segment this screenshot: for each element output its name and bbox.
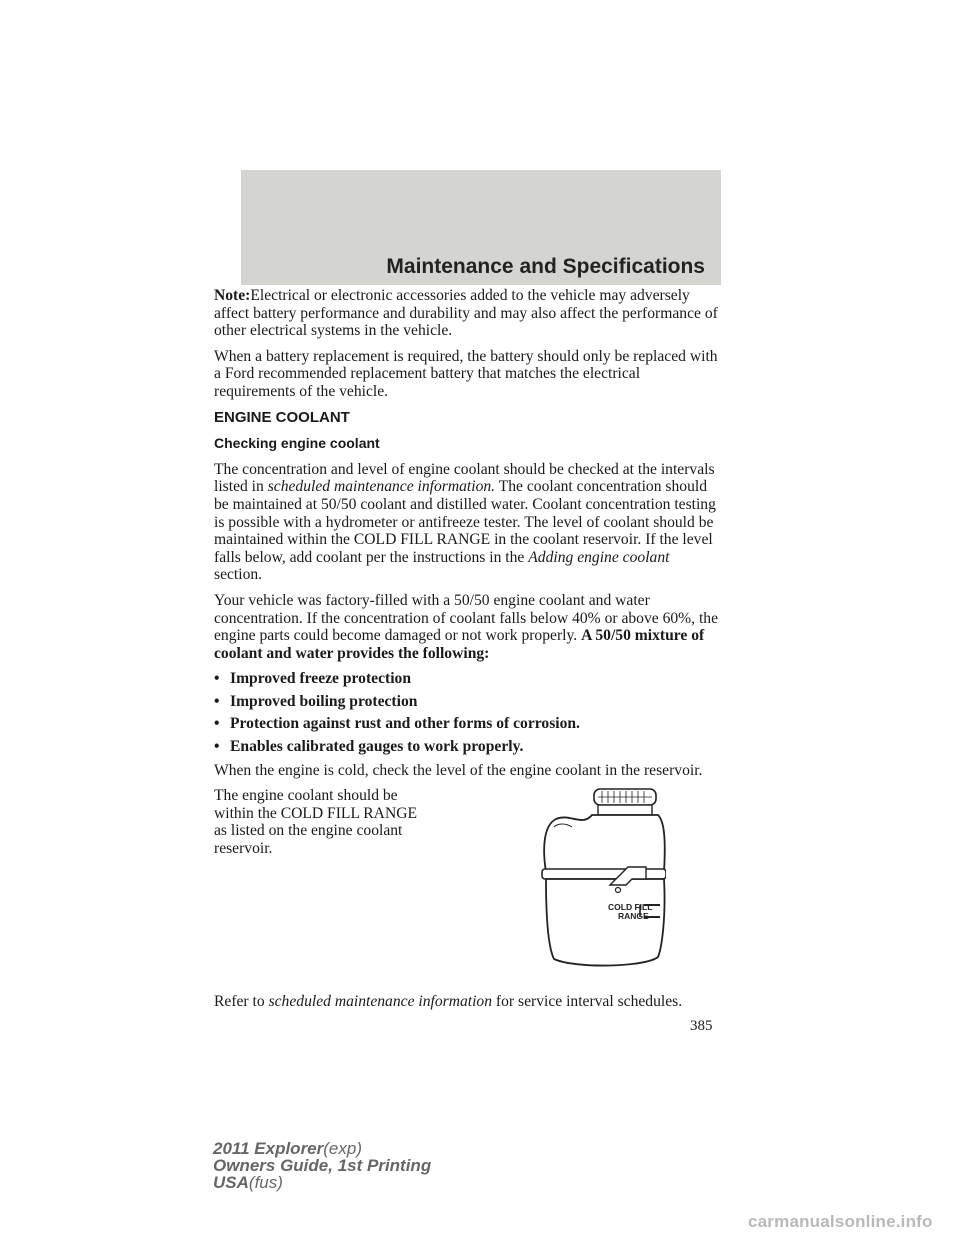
list-item — [214, 693, 720, 711]
site-watermark: carmanualsonline.info — [748, 1212, 933, 1231]
footer-model: 2011 Explorer — [213, 1139, 324, 1158]
footer-market: USA — [213, 1173, 249, 1192]
note-label: Note: — [214, 287, 251, 304]
refer-text-1: Refer to — [214, 993, 269, 1011]
coolant-figure-row — [214, 787, 720, 987]
cross-reference-adding-coolant: Adding engine coolant — [528, 548, 670, 566]
within-range-paragraph: The engine coolant should be within the COLD FILL RANGE as listed on the engine coolant reservoir. — [214, 787, 417, 858]
list-item-text: Enables calibrated gauges to work properly. — [230, 738, 524, 756]
print-footer — [213, 1140, 431, 1191]
factory-fill-text: Your vehicle was factory-filled with a 50/50 engine coolant and water concentration. If the concentration of coolant falls below 40% or above 60%, the engine parts could become damaged or not work properly. — [214, 591, 719, 645]
refer-paragraph — [214, 993, 720, 1011]
footer-model-code: (exp) — [323, 1139, 362, 1158]
subsection-heading: Checking engine coolant — [214, 435, 380, 452]
list-item — [214, 738, 720, 756]
list-item-text: Improved freeze protection — [230, 670, 412, 688]
checking-paragraph — [214, 461, 720, 584]
section-header-band — [241, 170, 721, 285]
range-label: RANGE — [618, 911, 649, 922]
list-item — [214, 670, 720, 688]
bullet-icon: • — [214, 670, 220, 688]
checking-text-1: The concentration and level of engine coolant should be checked at the intervals listed in — [214, 460, 715, 496]
section-title: Maintenance and Specifications — [386, 255, 705, 278]
cross-reference-maintenance: scheduled maintenance information — [268, 993, 493, 1011]
list-item-text: Improved boiling protection — [230, 692, 418, 710]
bullet-icon: • — [214, 692, 220, 710]
footer-line-2: Owners Guide, 1st Printing — [213, 1156, 432, 1175]
battery-paragraph: When a battery replacement is required, the battery should only be replaced with a Ford recommended replacement battery that matches the electrical requirements of the vehicle. — [214, 347, 718, 400]
page-content — [214, 287, 720, 1019]
checking-text-3: section. — [214, 566, 263, 584]
note-paragraph — [214, 287, 720, 340]
benefits-list — [214, 670, 720, 755]
coolant-reservoir-illustration — [536, 787, 666, 987]
note-text: Electrical or electronic accessories added to the vehicle may adversely affect battery performance and durability and may also affect the performance of other electrical systems in the vehicle. — [214, 287, 718, 340]
factory-fill-paragraph — [214, 592, 720, 662]
cold-engine-paragraph: When the engine is cold, check the level of the engine coolant in the reservoir. — [214, 761, 703, 779]
bullet-icon: • — [214, 715, 220, 733]
page-number: 385 — [690, 1018, 713, 1034]
refer-text-2: for service interval schedules. — [492, 993, 683, 1011]
mixture-lead-in: A 50/50 mixture of coolant and water provides the following: — [214, 627, 705, 662]
bullet-icon: • — [214, 738, 220, 756]
footer-line-3 — [213, 1174, 431, 1191]
footer-line-1 — [213, 1140, 431, 1157]
cold-fill-label: COLD FILL — [608, 902, 653, 913]
footer-market-code: (fus) — [248, 1173, 283, 1192]
checking-text-2: The coolant concentration should be maintained at 50/50 coolant and distilled water. Coolant concentration testing is possible with a hydrometer or antifreeze tester. The level of coolant should be maintained within the COLD FILL RANGE in the coolant reservoir. If the level falls below, add coolant per the instructions in the — [214, 478, 716, 566]
cross-reference-maintenance: scheduled maintenance information. — [267, 478, 496, 496]
section-heading: ENGINE COOLANT — [214, 408, 350, 426]
list-item-text: Protection against rust and other forms of corrosion. — [230, 715, 580, 733]
list-item — [214, 715, 720, 733]
